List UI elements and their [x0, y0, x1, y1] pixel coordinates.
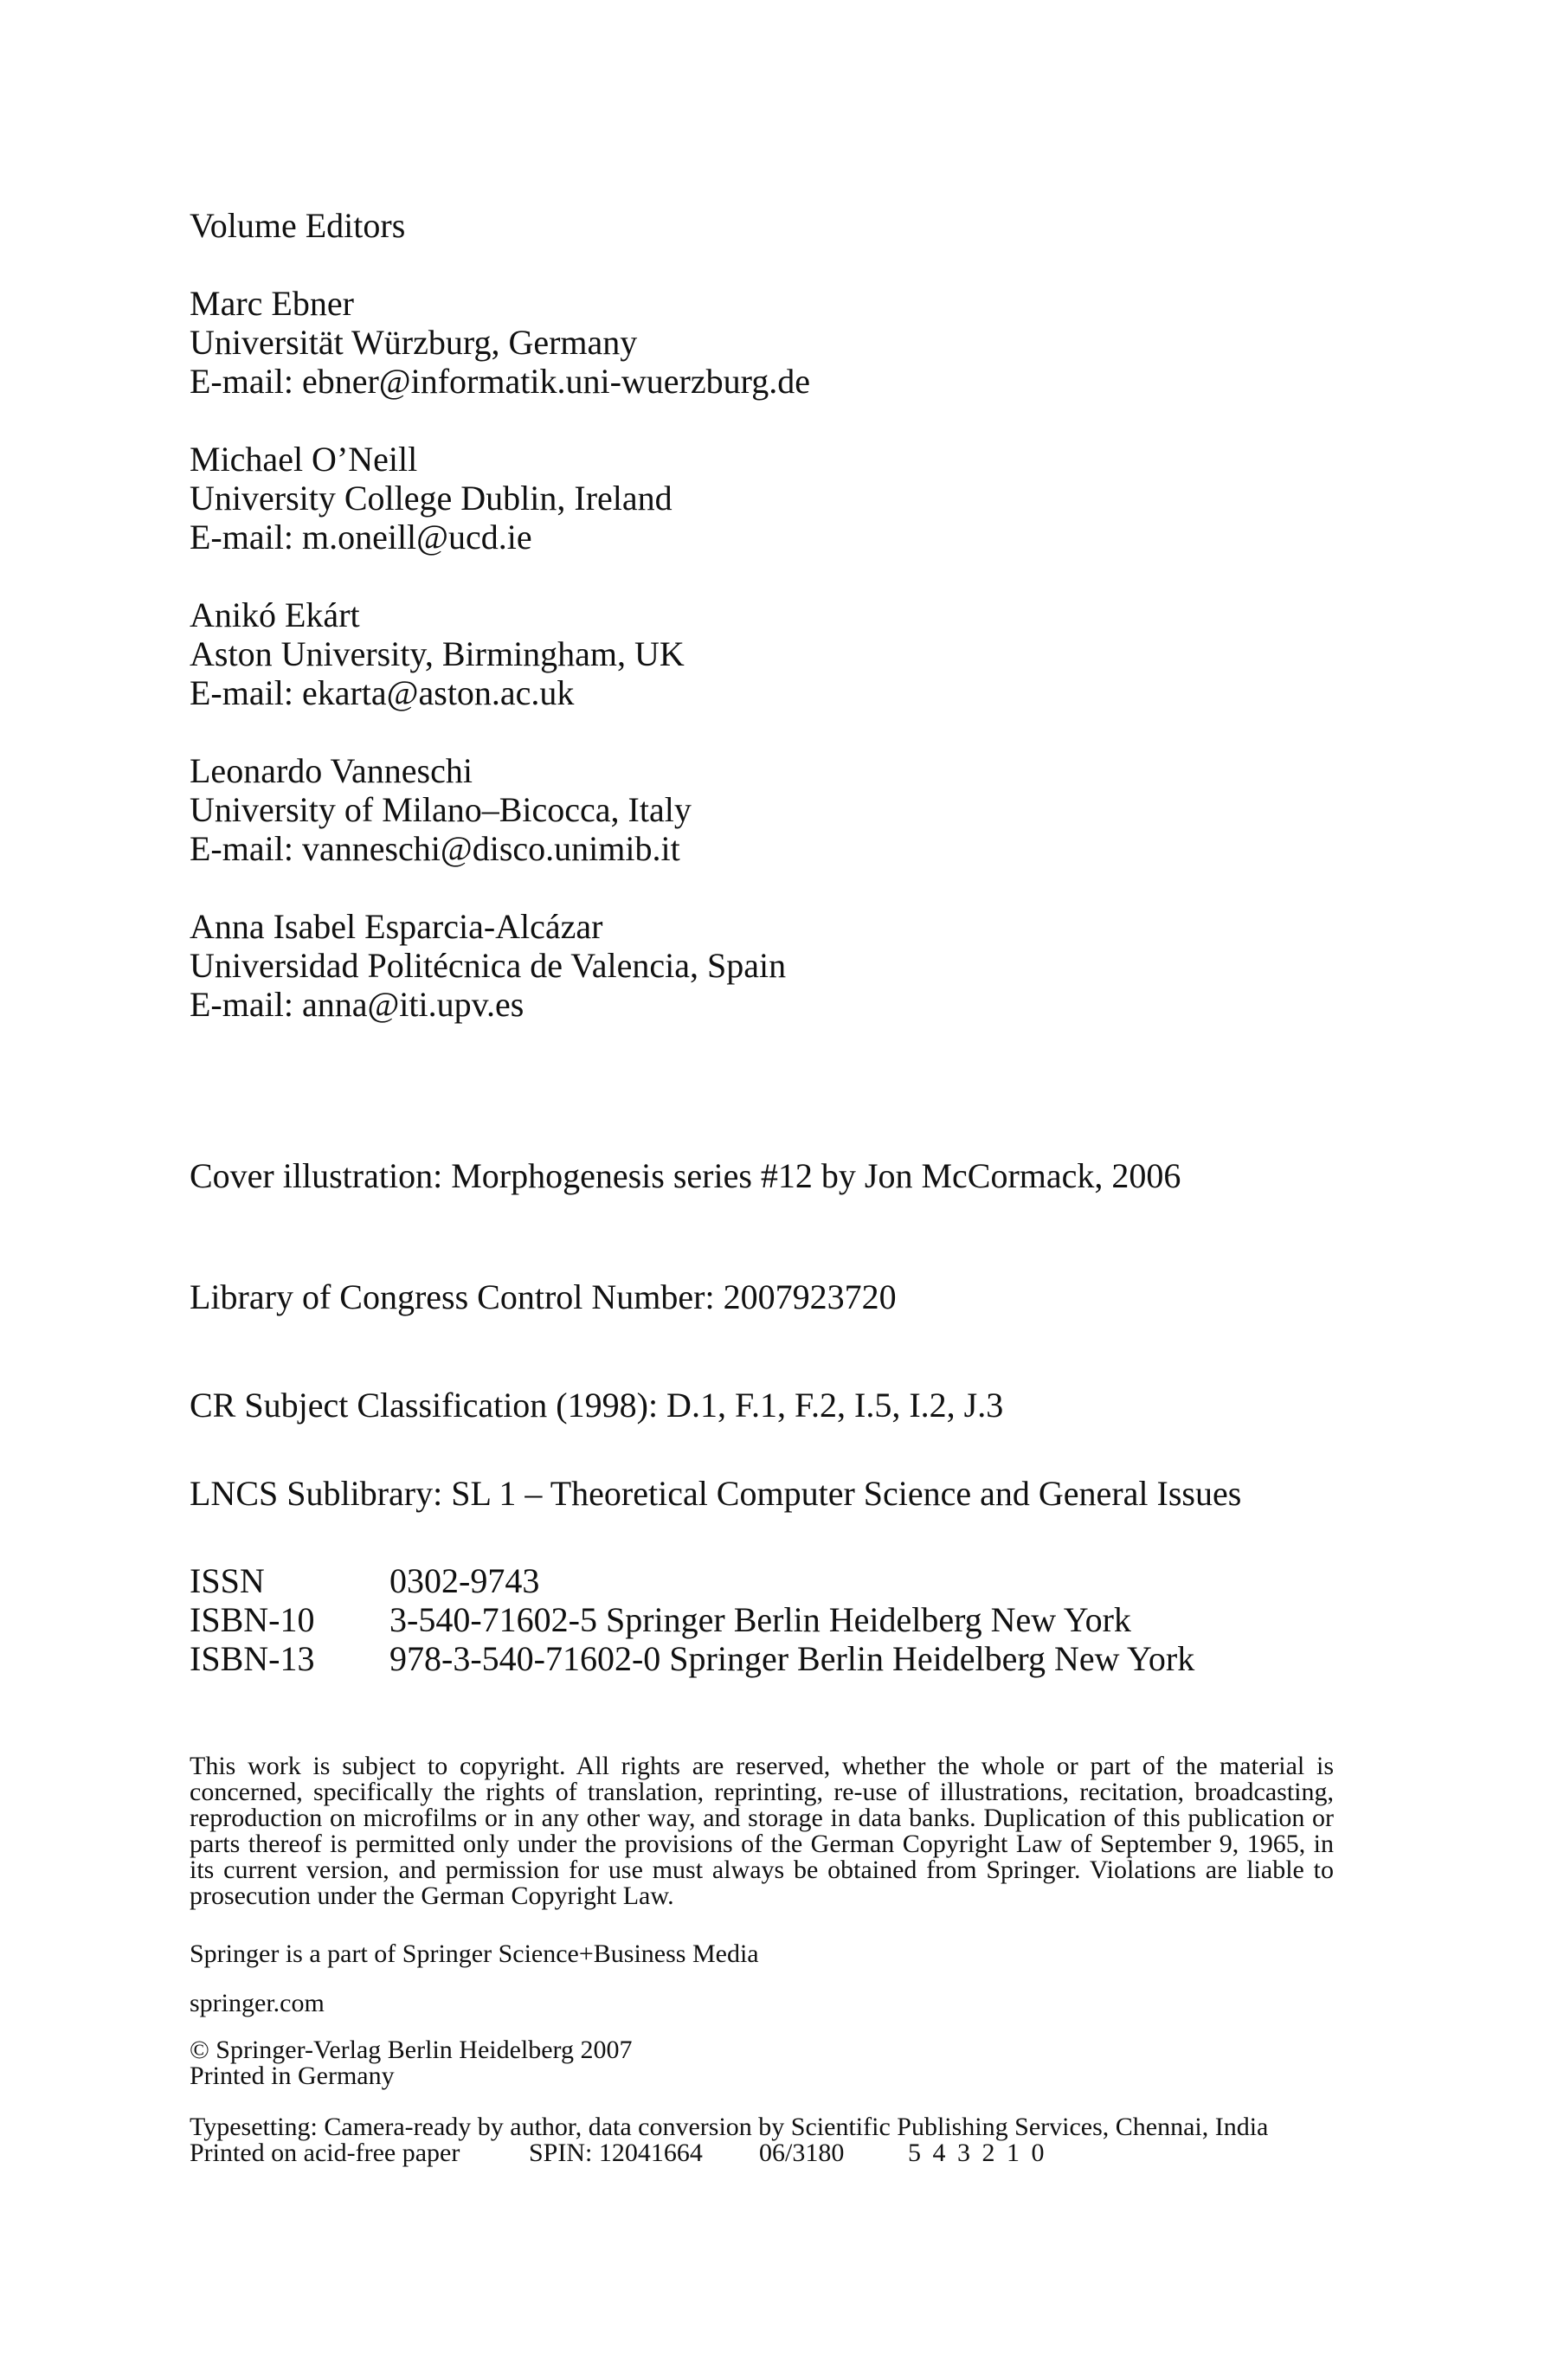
- editor-email: E-mail: anna@iti.upv.es: [190, 985, 525, 1024]
- spin-number: SPIN: 12041664: [529, 2139, 703, 2167]
- identifier-row: [190, 1561, 1194, 1600]
- identifier-label: ISBN-10: [190, 1600, 315, 1639]
- editor-email: E-mail: vanneschi@disco.unimib.it: [190, 829, 680, 868]
- identifier-value: 0302-9743: [389, 1561, 540, 1600]
- print-details-row: [190, 2140, 1334, 2166]
- editor-name: Marc Ebner: [190, 284, 354, 323]
- print-code: 06/3180: [759, 2139, 845, 2167]
- editor-affiliation: Universität Würzburg, Germany: [190, 323, 638, 362]
- copyright-line: © Springer-Verlag Berlin Heidelberg 2007: [190, 2036, 633, 2064]
- editor-entry: [190, 284, 810, 401]
- identifiers-table: [190, 1561, 1194, 1678]
- identifier-row: [190, 1639, 1194, 1678]
- editor-email: E-mail: ebner@informatik.uni-wuerzburg.de: [190, 362, 810, 401]
- paper-note: Printed on acid-free paper: [190, 2139, 460, 2167]
- identifier-label: ISBN-13: [190, 1639, 315, 1678]
- print-run: 5 4 3 2 1 0: [908, 2139, 1047, 2167]
- editor-email: E-mail: m.oneill@ucd.ie: [190, 518, 532, 556]
- copyright-block: [190, 2037, 1334, 2089]
- editor-name: Michael O’Neill: [190, 440, 418, 479]
- identifier-value: 978-3-540-71602-0 Springer Berlin Heidelberg New York: [389, 1639, 1195, 1678]
- springer-url: springer.com: [190, 1989, 325, 2017]
- editor-entry: [190, 907, 810, 1024]
- editor-name: Leonardo Vanneschi: [190, 751, 473, 790]
- printed-in: Printed in Germany: [190, 2062, 395, 2090]
- editor-name: Anikó Ekárt: [190, 595, 360, 634]
- cr-classification: CR Subject Classification (1998): D.1, F.1, F.2, I.5, I.2, J.3: [190, 1386, 1004, 1425]
- identifier-value: 3-540-71602-5 Springer Berlin Heidelberg New York: [389, 1600, 1131, 1639]
- editor-entry: [190, 440, 810, 556]
- editor-affiliation: Aston University, Birmingham, UK: [190, 634, 685, 673]
- production-block: [190, 2114, 1334, 2166]
- cover-illustration-credit: Cover illustration: Morphogenesis series #12 by Jon McCormack, 2006: [190, 1156, 1181, 1195]
- editor-name: Anna Isabel Esparcia-Alcázar: [190, 907, 603, 946]
- typesetting-line: Typesetting: Camera-ready by author, data conversion by Scientific Publishing Services, Chennai, India: [190, 2113, 1269, 2141]
- springer-part-of: Springer is a part of Springer Science+Business Media: [190, 1939, 759, 1968]
- copyright-notice: This work is subject to copyright. All rights are reserved, whether the whole or part of the material is concerned, specifically the rights of translation, reprinting, re-use of illustrations, recitation, broadcasting, reproduction on microfilms or in any other way, and storage in data banks. Duplication of this publication or parts thereof is permitted only under the provisions of the German Copyright Law of September 9, 1965, in its current version, and permission for use must always be obtained from Springer. Violations are liable to prosecution under the German Copyright Law.: [190, 1752, 1334, 1910]
- loc-control-number: Library of Congress Control Number: 2007923720: [190, 1277, 897, 1316]
- editor-affiliation: University College Dublin, Ireland: [190, 479, 673, 518]
- editor-email: E-mail: ekarta@aston.ac.uk: [190, 673, 575, 712]
- editors-heading: Volume Editors: [190, 206, 406, 245]
- editor-entry: [190, 595, 810, 712]
- editor-entry: [190, 751, 810, 868]
- identifier-row: [190, 1600, 1194, 1639]
- editor-affiliation: Universidad Politécnica de Valencia, Spain: [190, 946, 787, 985]
- editor-affiliation: University of Milano–Bicocca, Italy: [190, 790, 692, 829]
- lncs-sublibrary: LNCS Sublibrary: SL 1 – Theoretical Computer Science and General Issues: [190, 1474, 1242, 1513]
- volume-editors: [190, 206, 810, 1063]
- identifier-label: ISSN: [190, 1561, 265, 1600]
